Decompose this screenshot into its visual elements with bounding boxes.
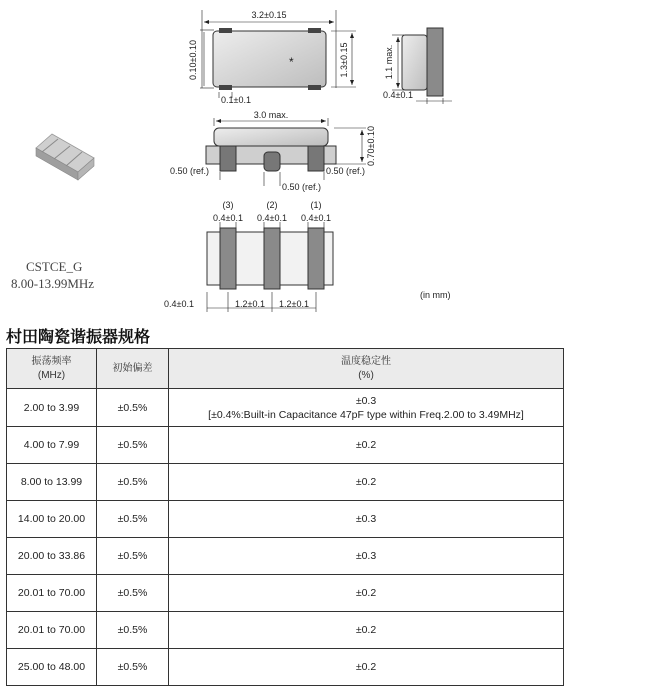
dim-pad-width: 0.1±0.1: [221, 95, 251, 105]
header-temp-unit: (%): [358, 369, 374, 381]
dim-ref-left: 0.50 (ref.): [170, 166, 210, 176]
pin-1-label: (1): [310, 200, 322, 210]
dim-lead-height: 0.70±0.10: [366, 126, 376, 166]
cell-frequency: 14.00 to 20.00: [7, 501, 97, 538]
dim-height-body: 1.3±0.15: [339, 42, 349, 78]
cell-temperature-note: [±0.4%:Built-in Capacitance 47pF type within Freq.2.00 to 3.49MHz]: [208, 408, 524, 421]
header-initial-label: 初始偏差: [112, 362, 153, 374]
cell-frequency: 2.00 to 3.99: [7, 389, 97, 427]
table-row: [7, 501, 564, 538]
cell-initial: ±0.5%: [97, 538, 169, 575]
cell-frequency: 20.01 to 70.00: [7, 612, 97, 649]
top-view: [200, 10, 356, 98]
cell-temperature: ±0.3: [169, 538, 564, 575]
cell-temperature: ±0.3: [169, 501, 564, 538]
cell-temperature: ±0.2: [169, 649, 564, 686]
cell-temperature-value: ±0.3: [355, 394, 377, 407]
part-frequency-range: 8.00-13.99MHz: [11, 276, 95, 291]
header-initial-tolerance: [97, 349, 169, 389]
header-temperature-stability: [169, 349, 564, 389]
cell-frequency: 4.00 to 7.99: [7, 427, 97, 464]
spec-table: [6, 348, 564, 686]
dim-pitch-2: 1.2±0.1: [279, 299, 309, 309]
dim-side-pad: 0.4±0.1: [383, 90, 413, 100]
cell-frequency: 8.00 to 13.99: [7, 464, 97, 501]
cell-temperature: ±0.2: [169, 612, 564, 649]
cell-temperature: ±0.2: [169, 464, 564, 501]
cell-frequency: 20.01 to 70.00: [7, 575, 97, 612]
table-row: [7, 427, 564, 464]
table-row: [7, 575, 564, 612]
table-row: [7, 649, 564, 686]
table-row: [7, 389, 564, 427]
dim-max-height: 1.1 max.: [384, 44, 394, 80]
pin-3-label: (3): [222, 200, 234, 210]
header-frequency-unit: (MHz): [37, 369, 66, 381]
cell-initial: ±0.5%: [97, 612, 169, 649]
cell-temperature: [169, 389, 564, 427]
pin-2-label: (2): [266, 200, 278, 210]
header-temp-label: 温度稳定性: [341, 355, 391, 367]
dimension-drawing-svg: [6, 0, 566, 320]
cell-frequency: 25.00 to 48.00: [7, 649, 97, 686]
bottom-view: [207, 222, 333, 312]
units-note: (in mm): [420, 290, 451, 300]
dim-ref-center: 0.50 (ref.): [282, 182, 322, 192]
cell-initial: ±0.5%: [97, 389, 169, 427]
cell-initial: ±0.5%: [97, 427, 169, 464]
dim-pad-side: 0.10±0.10: [188, 40, 198, 80]
table-row: [7, 612, 564, 649]
cell-temperature: ±0.2: [169, 427, 564, 464]
package-drawing: [6, 0, 566, 320]
chip-photo: [36, 134, 94, 180]
dim-bottom-left: 0.4±0.1: [164, 299, 194, 309]
cell-initial: ±0.5%: [97, 575, 169, 612]
header-frequency-label: 振荡频率: [31, 355, 72, 367]
table-row: [7, 538, 564, 575]
table-row: [7, 464, 564, 501]
dim-ref-right: 0.50 (ref.): [326, 166, 366, 176]
spec-title: 村田陶瓷谐振器规格: [6, 327, 151, 346]
cell-initial: ±0.5%: [97, 464, 169, 501]
cell-frequency: 20.00 to 33.86: [7, 538, 97, 575]
dim-top-width: 3.0 max.: [253, 110, 289, 120]
dim-pin-width-2: 0.4±0.1: [257, 213, 287, 223]
pin-one-mark: *: [289, 55, 294, 69]
dim-pin-width-1: 0.4±0.1: [301, 213, 331, 223]
dim-pitch-1: 1.2±0.1: [235, 299, 265, 309]
table-header-row: [7, 349, 564, 389]
dim-length: 3.2±0.15: [251, 10, 287, 20]
part-name: CSTCE_G: [26, 259, 83, 274]
cell-initial: ±0.5%: [97, 501, 169, 538]
cell-temperature: ±0.2: [169, 575, 564, 612]
header-frequency: [7, 349, 97, 389]
dim-pin-width-3: 0.4±0.1: [213, 213, 243, 223]
cell-initial: ±0.5%: [97, 649, 169, 686]
